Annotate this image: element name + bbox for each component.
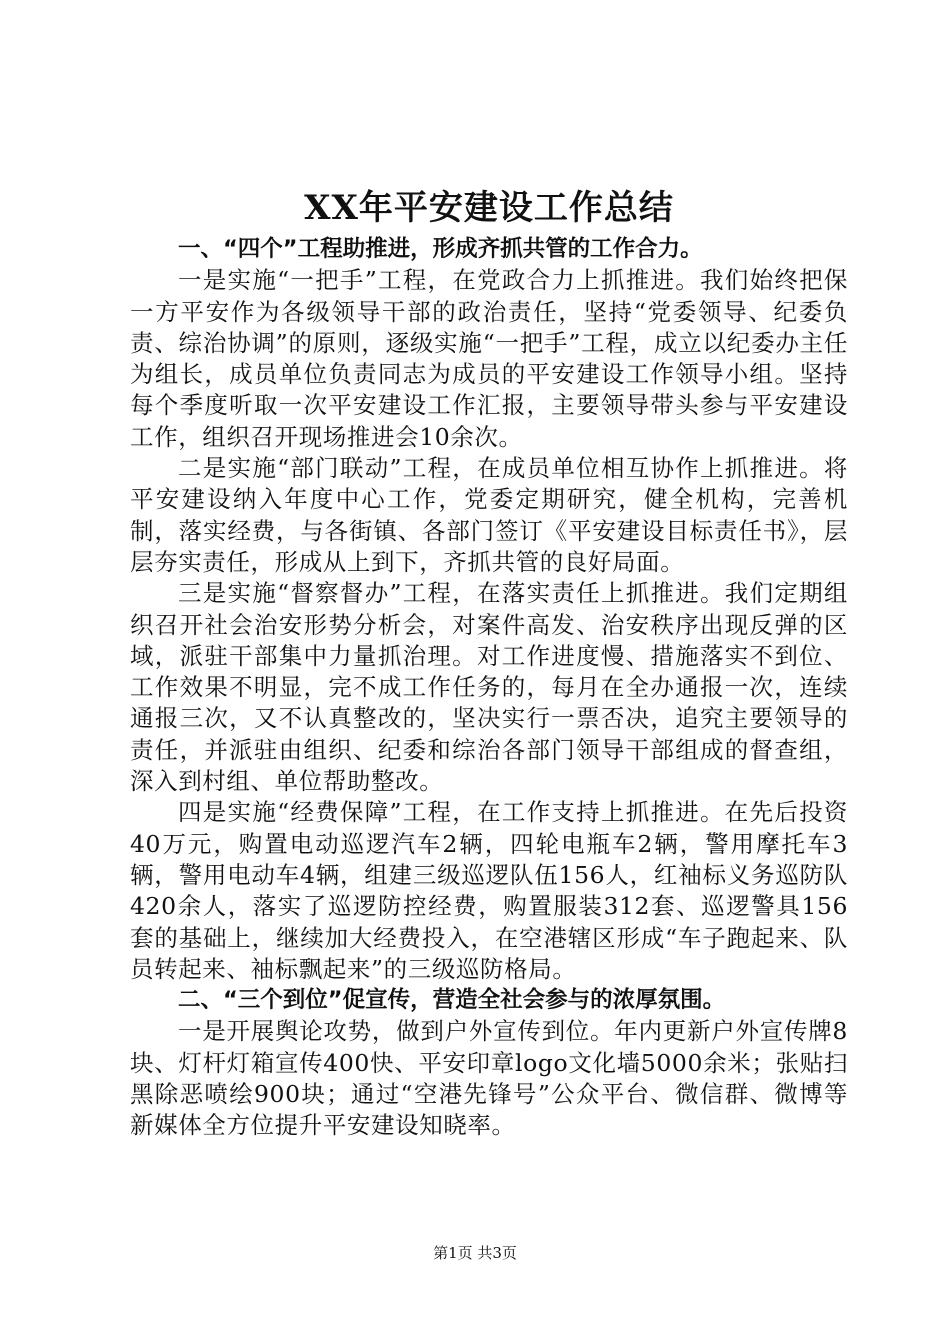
paragraph: 一是开展舆论攻势，做到户外宣传到位。年内更新户外宣传牌8块、灯杆灯箱宣传400快、平安印章logo文化墙5000余米；张贴扫黑除恶喷绘900块；通过“空港先锋号”公众平台、微信群、微博等新媒体全方位提升平安建设知晓率。	[130, 1017, 848, 1140]
section-1	[130, 234, 848, 985]
section-2	[130, 985, 848, 1141]
paragraph: 二是实施“部门联动”工程，在成员单位相互协作上抓推进。将平安建设纳入年度中心工作，党委定期研究，健全机构，完善机制，落实经费，与各街镇、各部门签订《平安建设目标责任书》，层层夯实责任，形成从上到下，齐抓共管的良好局面。	[130, 454, 848, 576]
paragraph: 一是实施“一把手”工程，在党政合力上抓推进。我们始终把保一方平安作为各级领导干部的政治责任，坚持“党委领导、纪委负责、综治协调”的原则，逐级实施“一把手”工程，成立以纪委办主任为组长，成员单位负责同志为成员的平安建设工作领导小组。坚持每个季度听取一次平安建设工作汇报，主要领导带头参与平安建设工作，组织召开现场推进会10余次。	[130, 266, 848, 451]
section-heading: 一、“四个”工程助推进，形成齐抓共管的工作合力。	[178, 236, 703, 262]
paragraph: 三是实施“督察督办”工程，在落实责任上抓推进。我们定期组织召开社会治安形势分析会，对案件高发、治安秩序出现反弹的区域，派驻干部集中力量抓治理。对工作进度慢、措施落实不到位、工作效果不明显，完不成工作任务的，每月在全办通报一次，连续通报三次，又不认真整改的，坚决实行一票否决，追究主要领导的责任，并派驻由组织、纪委和综治各部门领导干部组成的督查组，深入到村组、单位帮助整改。	[130, 579, 848, 796]
page-footer: 第1页 共3页	[433, 1244, 517, 1262]
paragraph: 四是实施“经费保障”工程，在工作支持上抓推进。在先后投资40万元，购置电动巡逻汽车2辆，四轮电瓶车2辆，警用摩托车3辆，警用电动车4辆，组建三级巡逻队伍156人，红袖标义务巡防队420余人，落实了巡逻防控经费，购置服装312套、巡逻警具156套的基础上，继续加大经费投入，在空港辖区形成“车子跑起来、队员转起来、袖标飘起来”的三级巡防格局。	[130, 798, 848, 983]
section-heading: 二、“三个到位”促宣传，营造全社会参与的浓厚氛围。	[178, 987, 726, 1014]
document-body	[130, 182, 848, 1142]
document-title: XX年平安建设工作总结	[304, 188, 674, 228]
